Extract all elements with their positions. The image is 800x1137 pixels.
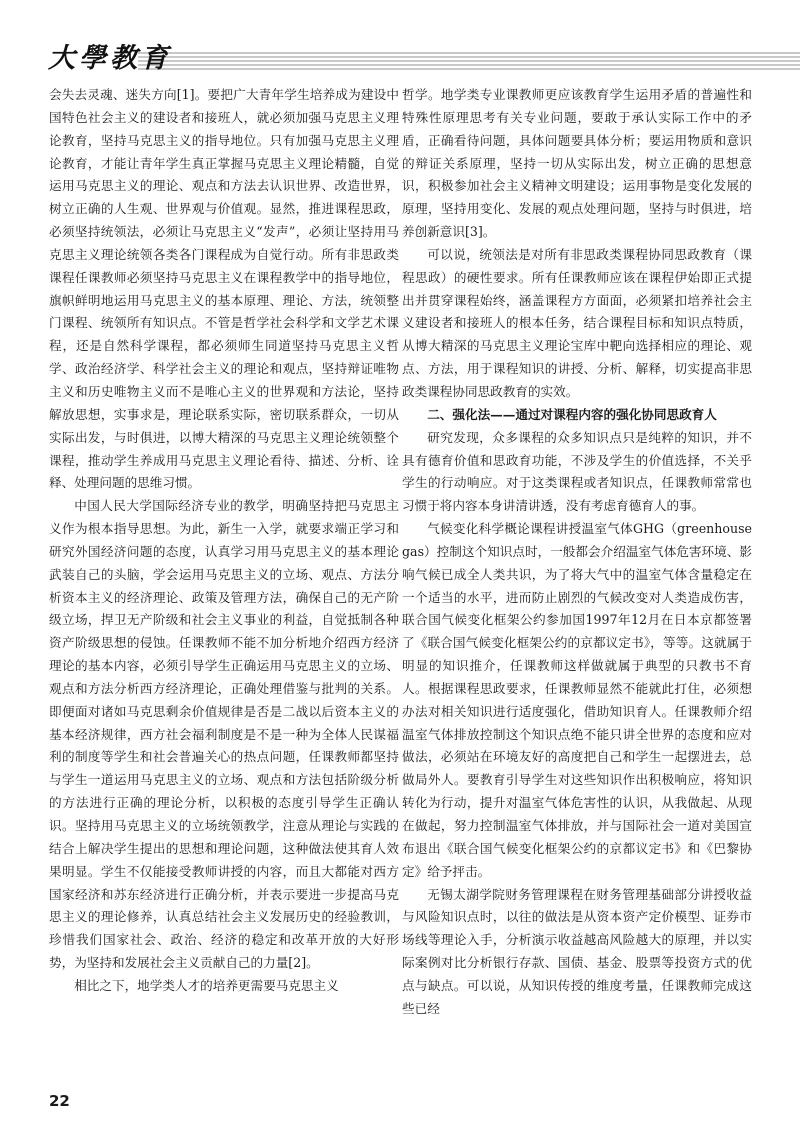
body-paragraph: 无锡太湖学院财务管理课程在财务管理基础部分讲授收益与风险知识点时，以往的做法是从资本资产定价模型、证券市场线等理论入手，分析演示收益越高风险越大的原理，并以实际案例对比分析银行存款、国债、基金、股票等投资方式的优点与缺点。可以说，从知识传授的维度考量，任课教师完成这些已经 (402, 886, 752, 1016)
body-paragraph: 研究发现，众多课程的众多知识点只是纯粹的知识，并不具有德育价值和思政育功能，不涉及学生的价值选择，不关乎学生的行动响应。对于这类课程或者知识点，任课教师常常也习惯于将内容本身讲清讲透，没有考虑育德育人的事。 (402, 429, 752, 514)
body-paragraph: 可以说，统领法是对所有非思政类课程协同思政教育（课程思政）的硬性要求。所有任课教师应该在课程伊始即正式提出并贯穿课程始终，涵盖课程方方面面，必须紧扣培养社会主义建设者和接班人的根本任务，结合课程目标和知识点特质，从博大精深的马克思主义理论宝库中靶向选择相应的理论、观点、方法，用于课程知识的讲授、分析、解释，切实提高非思政类课程协同思政教育的实效。 (402, 246, 752, 399)
page-number: 22 (49, 1092, 70, 1110)
journal-logo: 大學教育 (48, 43, 172, 74)
right-column (402, 84, 752, 1021)
header-stripe-band (138, 52, 800, 70)
left-column (49, 84, 399, 998)
body-paragraph: 会失去灵魂、迷失方向[1]。要把广大青年学生培养成为建设中国特色社会主义的建设者和接班人，就必须加强马克思主义理论教育，坚持马克思主义的指导地位。只有加强马克思主义理论教育，才能让青年学生真正掌握马克思主义理论精髓，自觉运用马克思主义的理论、观点和方法去认识世界、改造世界，树立正确的人生观、世界观与价值观。显然，推进课程思政，必须坚持统领法，必须让马克思主义“发声”，必须让坚持用马克思主义理论统领各类各门课程成为自觉行动。所有非思政类课程任课教师必须坚持马克思主义在课程教学中的指导地位，旗帜鲜明地运用马克思主义的基本原理、理论、方法，统领整门课程、统领所有知识点。不管是哲学社会科学和文学艺术课程，还是自然科学课程，都必须师生同道坚持马克思主义哲学、政治经济学、科学社会主义的理论和观点，坚持辩证唯物主义和历史唯物主义而不是唯心主义的世界观和方法论，坚持解放思想，实事求是，理论联系实际，密切联系群众，一切从实际出发，与时俱进，以博大精深的马克思主义理论统领整个课程，推动学生养成用马克思主义理论看待、描述、分析、诠释、处理问题的思维习惯。 (49, 87, 399, 491)
page-header (0, 30, 800, 78)
body-paragraph: 中国人民大学国际经济专业的教学，明确坚持把马克思主义作为根本指导思想。为此，新生一入学，就要求端正学习和研究外国经济问题的态度，认真学习用马克思主义的基本理论武装自己的头脑，学会运用马克思主义的立场、观点、方法分析资本主义的经济理论、政策及管理方法，确保自己的无产阶级立场，捍卫无产阶级和社会主义事业的利益，自觉抵制各种资产阶级思想的侵蚀。任课教师不能不加分析地介绍西方经济理论的基本内容，必须引导学生正确运用马克思主义的立场、观点和方法分析西方经济理论，正确处理借鉴与批判的关系。即便面对诸如马克思剩余价值规律是否是二战以后资本主义的基本经济规律，西方社会福利制度是不是一种为全体人民谋福利的制度等学生和社会普遍关心的热点问题，任课教师都坚持与学生一道运用马克思主义的立场、观点和方法包括阶级分析的方法进行正确的理论分析，以积极的态度引导学生正确认识。坚持用马克思主义的立场统领教学，注意从理论与实践的结合上解决学生提出的思想和理论问题，这种做法使其育人效果明显。学生不仅能接受教师讲授的内容，而且大都能对西方国家经济和苏东经济进行正确分析，并表示要进一步提高马克思主义的理论修养，认真总结社会主义发展历史的经验教训，珍惜我们国家社会、政治、经济的稳定和改革开放的大好形势，为坚持和发展社会主义贡献自己的力量[2]。 (49, 498, 399, 971)
body-paragraph: 相比之下，地学类人才的培养更需要马克思主义 (74, 977, 339, 993)
section-heading: 二、强化法——通过对课程内容的强化协同思政育人 (427, 406, 717, 422)
body-paragraph: 哲学。地学类专业课教师更应该教育学生运用矛盾的普遍性和特殊性原理思考有关专业问题，要敢于承认实际工作中的矛盾，正确看待问题，具体问题要具体分析；要运用物质和意识的辩证关系原理，坚持一切从实际出发，树立正确的思想意识，积极参加社会主义精神文明建设；运用事物是变化发展的原理，坚持用变化、发展的观点处理问题，坚持与时俱进，培养创新意识[3]。 (402, 87, 752, 240)
body-paragraph: 气候变化科学概论课程讲授温室气体GHG（greenhouse gas）控制这个知识点时，一般都会介绍温室气体危害环境、影响气候已成全人类共识，为了将大气中的温室气体含量稳定在一个适当的水平，进而防止剧烈的气候改变对人类造成伤害，联合国气候变化框架公约参加国1997年12月在日本京都签署了《联合国气候变化框架公约的京都议定书》，等等。这就属于明显的知识推介，任课教师这样做就属于典型的只教书不育人。根据课程思政要求，任课教师显然不能就此打住，必须想办法对相关知识进行适度强化，借助知识育人。任课教师介绍温室气体排放控制这个知识点绝不能只讲全世界的态度和应对做法，必须站在环境友好的高度把自己和学生一起摆进去，总做局外人。要教育引导学生对这些知识作出积极响应，将知识转化为行动，提升对温室气体危害性的认识，从我做起、从现在做起，努力控制温室气体排放，并与国际社会一道对美国宣布退出《联合国气候变化框架公约的京都议定书》和《巴黎协定》给予抨击。 (402, 521, 752, 879)
